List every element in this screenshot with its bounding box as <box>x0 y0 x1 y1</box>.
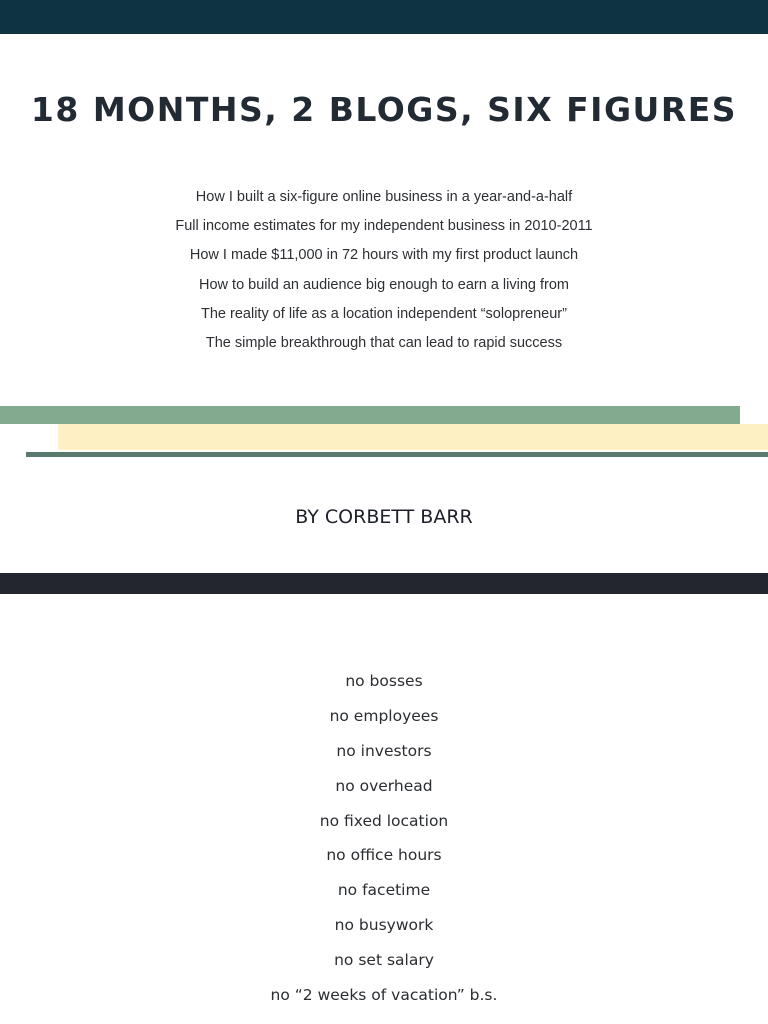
decorative-band-green <box>0 406 740 424</box>
list-item: no facetime <box>337 881 431 900</box>
decorative-band-slate <box>26 452 768 457</box>
no-list <box>0 668 768 1017</box>
list-item: no overhead <box>335 776 433 795</box>
list-item: no employees <box>329 706 439 725</box>
subtitle-line: How I built a six-figure online business in a year-and-a-half <box>195 189 573 205</box>
subtitle-line: The simple breakthrough that can lead to rapid success <box>205 334 563 351</box>
page-divider-bar <box>0 573 768 594</box>
list-item: no “2 weeks of vacation” b.s. <box>270 986 498 1005</box>
subtitle-list <box>0 186 768 361</box>
subtitle-line: How to build an audience big enough to earn a living from <box>199 276 569 293</box>
subtitle-line: Full income estimates for my independent business in 2010-2011 <box>175 218 593 235</box>
list-item: no fixed location <box>319 811 449 830</box>
list-item: no bosses <box>345 672 423 690</box>
subtitle-line: The reality of life as a location independent “solopreneur” <box>201 305 567 322</box>
subtitle-line: How I made $11,000 in 72 hours with my first product launch <box>189 247 579 264</box>
author-byline: BY CORBETT BARR <box>295 506 473 528</box>
top-color-bar <box>0 0 768 34</box>
list-item: no busywork <box>334 916 434 935</box>
page-title: 18 MONTHS, 2 BLOGS, SIX FIGURES <box>30 90 738 129</box>
list-item: no set salary <box>334 951 434 970</box>
list-item: no office hours <box>326 846 442 865</box>
list-item: no investors <box>336 741 432 760</box>
decorative-band-cream <box>58 424 768 450</box>
